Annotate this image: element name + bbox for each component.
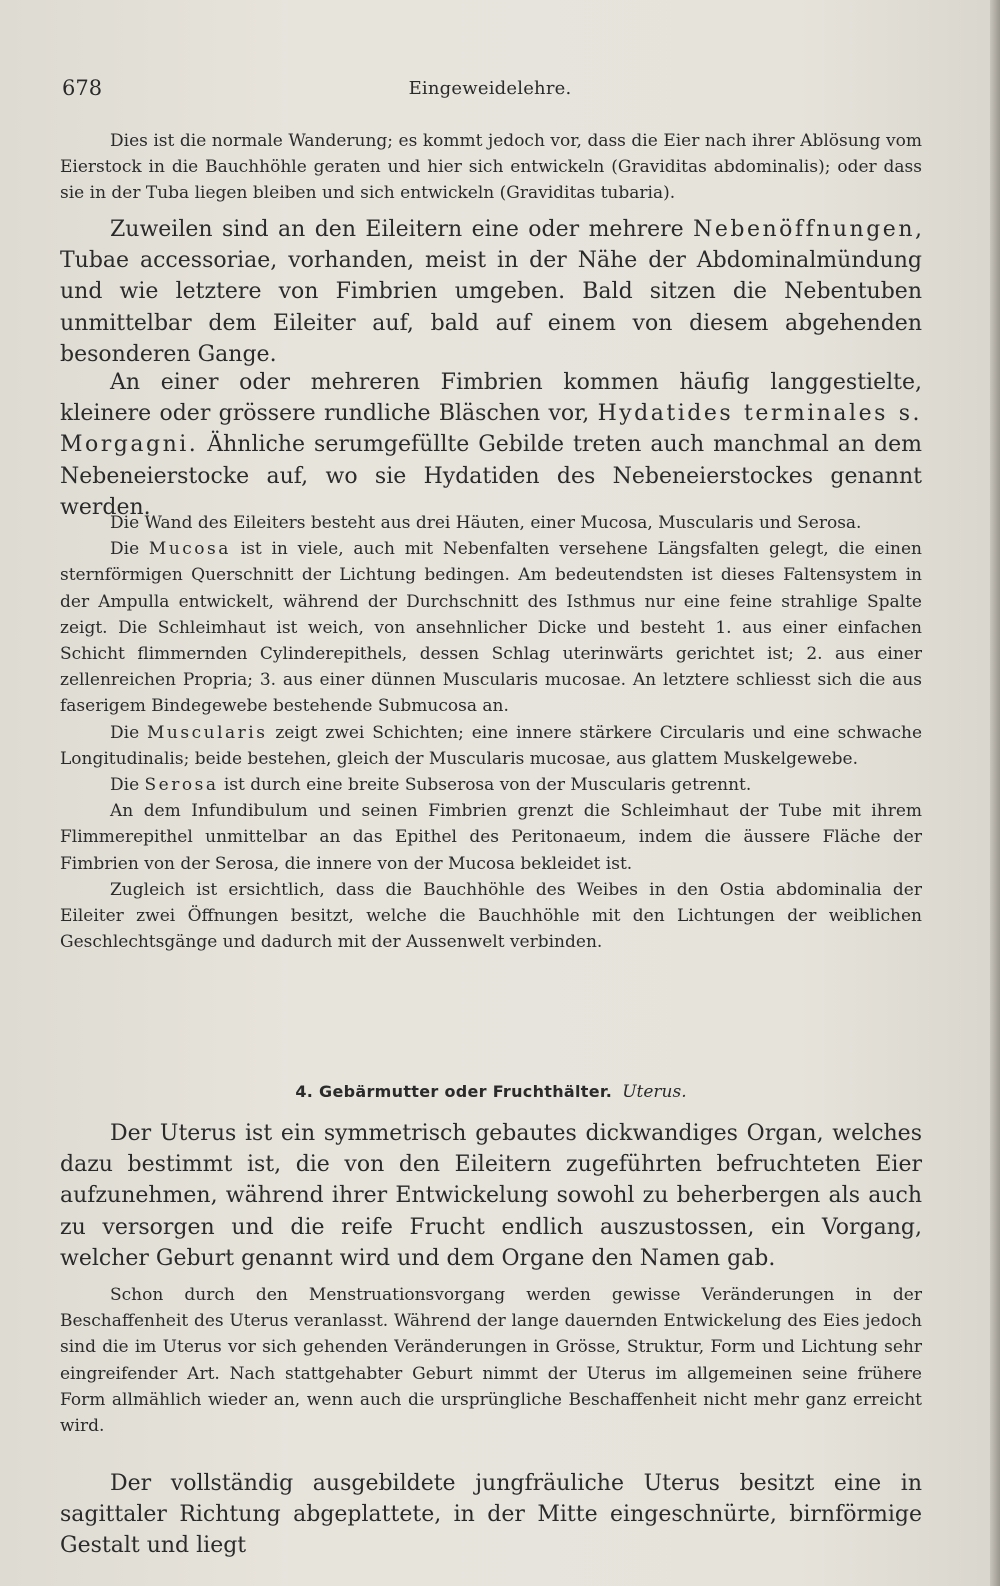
spaced-term: Muscularis xyxy=(147,722,268,743)
page-edge-shadow xyxy=(990,0,1000,1586)
spaced-term: Nebenöffnungen xyxy=(693,217,915,242)
paragraph-text: Zugleich ist ersichtlich, dass die Bauchhöhle des Weibes in den Ostia abdominalia der Eileiter zwei Öffnungen besitzt, welche die Bauchhöhle mit den Lichtungen der weiblichen Geschlechtsgänge und dadurch mit der Aussenwelt verbinden. xyxy=(60,879,922,953)
paragraph-text: Schon durch den Menstruationsvorgang werden gewisse Veränderungen in der Beschaffenheit des Uterus veranlasst. Während der lange dauernden Entwickelung des Eies jedoch sind die im Uterus vor sich gehenden Veränderungen in Grösse, Struktur, Form und Lichtung sehr eingreifender Art. Nach stattgehabter Geburt nimmt der Uterus im allgemeinen seine frühere Form allmählich wieder an, wenn auch die ursprüngliche Beschaffenheit nicht mehr ganz erreicht wird. xyxy=(60,1285,922,1437)
paragraph-menstruation xyxy=(60,1282,922,1439)
paragraph-tubae-accessoriae xyxy=(60,214,922,370)
paragraph-text: Zuweilen sind an den Eileitern eine oder mehrere Nebenöffnungen, Tubae accessoriae, vorhanden, meist in der Nähe der Abdominalmündung und wie letztere von Fimbrien umgeben. Bald sitzen die Nebentuben unmittelbar dem Eileiter auf, bald auf einem von diesem abgehenden besonderen Gange. xyxy=(60,217,922,367)
paragraph-text: Die Serosa ist durch eine breite Subserosa von der Muscularis getrennt. xyxy=(110,775,752,796)
paragraph-text: Die Wand des Eileiters besteht aus drei Häuten, einer Mucosa, Muscularis und Serosa. xyxy=(110,513,862,533)
paragraph-histology xyxy=(60,510,922,955)
page-number: 678 xyxy=(62,76,103,100)
section-title: 4. Gebärmutter oder Fruchthälter. xyxy=(295,1082,613,1101)
paragraph-text: Dies ist die normale Wanderung; es kommt jedoch vor, dass die Eier nach ihrer Ablösung vom Eierstock in die Bauchhöhle geraten und hier sich entwickeln (Graviditas abdominalis); oder dass sie in der Tuba liegen bleiben und sich entwickeln (Graviditas tubaria). xyxy=(60,131,922,204)
paragraph-text: Die Mucosa ist in viele, auch mit Nebenfalten versehene Längsfalten gelegt, die einen sternförmigen Querschnitt der Lichtung bedingen. Am bedeutendsten ist dieses Faltensystem in der Ampulla entwickelt, während der Durchschnitt des Isthmus nur eine feine strahlige Spalte zeigt. Die Schleimhaut ist weich, von ansehnlicher Dicke und besteht 1. aus einer einfachen Schicht flimmernden Cylinderepithels, dessen Schlag uterinwärts gerichtet ist; 2. aus einer zellenreichen Propria; 3. aus einer dünnen Muscularis mucosae. An letztere schliesst sich die aus faserigem Bindegewebe bestehende Submucosa an. xyxy=(60,539,922,717)
paragraph-hydatides xyxy=(60,367,922,523)
paragraph-text: An einer oder mehreren Fimbrien kommen häufig langgestielte, kleinere oder grössere rundliche Bläschen vor, Hydatides terminales s. Morgagni. Ähnliche serumgefüllte Gebilde treten auch manchmal an dem Nebeneierstocke auf, wo sie Hydatiden des Nebeneierstockes genannt werden. xyxy=(60,370,922,520)
paragraph-virgin-uterus xyxy=(60,1468,922,1562)
page-header xyxy=(60,76,920,106)
section-heading xyxy=(60,1082,922,1102)
paragraph-text: Der Uterus ist ein symmetrisch gebautes dickwandiges Organ, welches dazu bestimmt ist, die von den Eileitern zugeführten befruchteten Eier aufzunehmen, während ihrer Entwickelung sowohl zu beherbergen als auch zu versorgen und die reife Frucht endlich auszustossen, ein Vorgang, welcher Geburt genannt wird und dem Organe den Namen gab. xyxy=(60,1121,922,1271)
paragraph-text: Die Muscularis zeigt zwei Schichten; eine innere stärkere Circularis und eine schwache Longitudinalis; beide bestehen, gleich der Muscularis mucosae, aus glattem Muskelgewebe. xyxy=(60,722,923,769)
paragraph-normal-migration xyxy=(60,128,922,207)
spaced-term: Mucosa xyxy=(148,539,231,560)
paragraph-uterus-intro xyxy=(60,1118,922,1274)
spaced-term: Hydatides terminales s. Morgagni. xyxy=(60,401,922,458)
section-latin-name: Uterus. xyxy=(622,1082,687,1102)
paragraph-text: An dem Infundibulum und seinen Fimbrien grenzt die Schleimhaut der Tube mit ihrem Flimmerepithel unmittelbar an das Epithel des Peritonaeum, indem die äussere Fläche der Fimbrien von der Serosa, die innere von der Mucosa bekleidet ist. xyxy=(60,801,922,874)
spaced-term: Serosa xyxy=(144,775,219,796)
running-title: Eingeweidelehre. xyxy=(408,78,572,99)
paragraph-text: Der vollständig ausgebildete jungfräuliche Uterus besitzt eine in sagittaler Richtung abgeplattete, in der Mitte eingeschnürte, birnförmige Gestalt und liegt xyxy=(60,1471,922,1559)
